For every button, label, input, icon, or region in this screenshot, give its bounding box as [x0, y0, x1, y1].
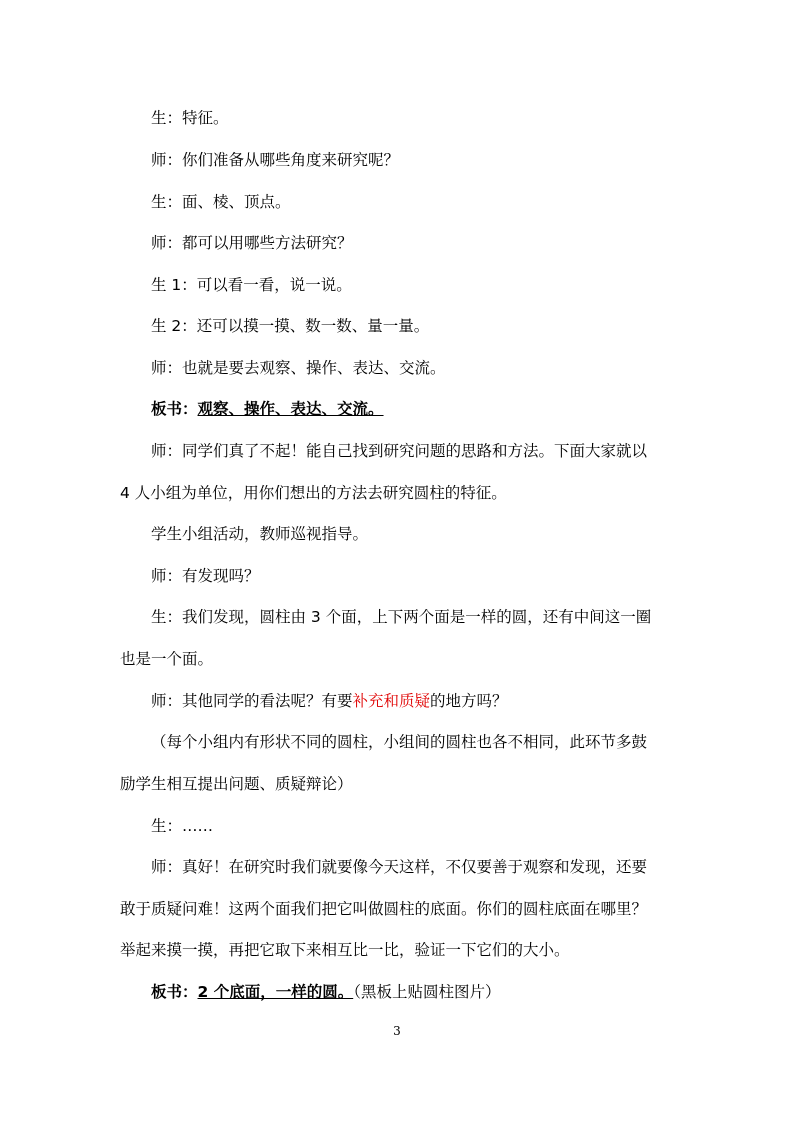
- teaching-note-continued: 励学生相互提出问题、质疑辩论）: [120, 775, 353, 793]
- dialogue-line: 生 2：还可以摸一摸、数一数、量一量。: [151, 317, 430, 335]
- dialogue-line: 生：特征。: [151, 109, 229, 127]
- dialogue-line: 师：真好！在研究时我们就要像今天这样，不仅要善于观察和发现，还要: [151, 858, 648, 876]
- blackboard-content: 观察、操作、表达、交流。: [197, 400, 384, 418]
- dialogue-line: [0, 690, 794, 712]
- dialogue-text-before: 师：其他同学的看法呢？有要: [151, 692, 353, 710]
- narration-line: 学生小组活动，教师巡视指导。: [151, 525, 369, 543]
- highlighted-phrase: 补充和质疑: [352, 692, 431, 710]
- blackboard-label: 板书：: [151, 400, 198, 418]
- dialogue-line: 生：……: [151, 817, 214, 835]
- dialogue-text-after: 的地方吗？: [430, 692, 508, 710]
- dialogue-line-continued: 举起来摸一摸，再把它取下来相互比一比，验证一下它们的大小。: [120, 941, 570, 959]
- blackboard-content: 2 个底面，一样的圆。: [197, 983, 354, 1001]
- dialogue-line: 师：有发现吗？: [151, 567, 260, 585]
- blackboard-label: 板书：: [151, 983, 198, 1001]
- teaching-note: （每个小组内有形状不同的圆柱，小组间的圆柱也各不相同，此环节多鼓: [151, 733, 648, 751]
- dialogue-line: 师：也就是要去观察、操作、表达、交流。: [151, 359, 446, 377]
- dialogue-line: 生：面、棱、顶点。: [151, 193, 291, 211]
- dialogue-line-continued: 4 人小组为单位，用你们想出的方法去研究圆柱的特征。: [120, 484, 507, 502]
- dialogue-line-continued: 也是一个面。: [120, 650, 214, 668]
- dialogue-line: 师：同学们真了不起！能自己找到研究问题的思路和方法。下面大家就以: [151, 442, 648, 460]
- dialogue-line: 生：我们发现，圆柱由 3 个面，上下两个面是一样的圆，还有中间这一圈: [151, 608, 652, 626]
- dialogue-line-continued: 敢于质疑问难！这两个面我们把它叫做圆柱的底面。你们的圆柱底面在哪里？: [120, 900, 648, 918]
- blackboard-note: [0, 981, 794, 1003]
- dialogue-line: 师：你们准备从哪些角度来研究呢？: [151, 151, 400, 169]
- blackboard-remark: （黑板上贴圆柱图片）: [353, 983, 501, 1001]
- dialogue-line: 生 1：可以看一看，说一说。: [151, 276, 352, 294]
- page-number: 3: [393, 1024, 401, 1038]
- blackboard-note: [0, 398, 794, 420]
- dialogue-line: 师：都可以用哪些方法研究？: [151, 234, 353, 252]
